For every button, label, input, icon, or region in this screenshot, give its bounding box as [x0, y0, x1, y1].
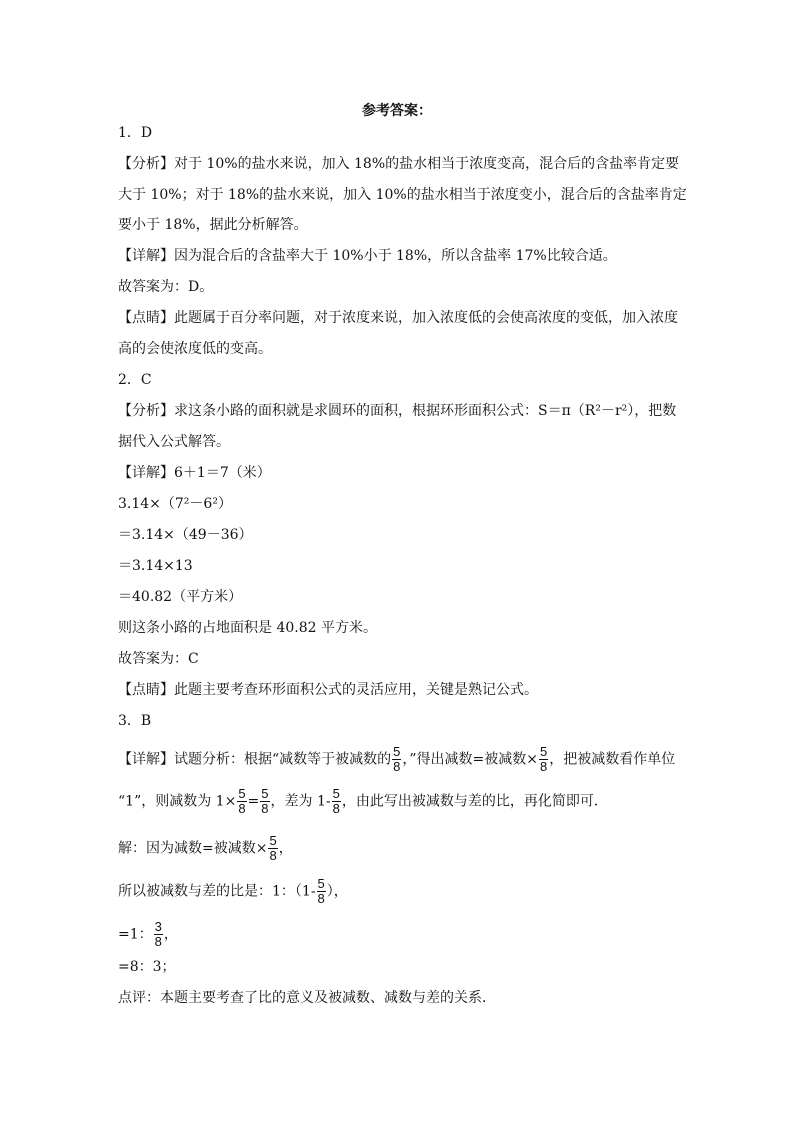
q2-number: 2．C: [118, 372, 152, 388]
q3-solution-line: [118, 834, 293, 863]
q3-l3-text-b: ，: [278, 840, 293, 857]
q3-l2-eq: =: [247, 793, 260, 810]
q3-l5-text-b: ，: [163, 926, 178, 943]
fraction-5-8: $\frac{5}{8}$: [332, 786, 340, 816]
q1-answer: 故答案为：D。: [118, 279, 214, 295]
q1-analysis-line-3: 要小于 18%，据此分析解答。: [118, 217, 308, 233]
q3-detail-line-1: [118, 745, 675, 774]
q2-answer: 故答案为：C: [118, 651, 199, 667]
q3-ratio-step-2: =8：3；: [118, 959, 176, 975]
q1-analysis-line-2: 大于 10%；对于 18%的盐水来说，加入 10%的盐水相当于浓度变小，混合后的含盐率肯定: [118, 187, 687, 203]
q2-step-2: ＝3.14×（49－36）: [118, 527, 253, 543]
q3-detail-line-2: [118, 787, 608, 816]
q2-step-5: 则这条小路的占地面积是 40.82 平方米。: [118, 620, 377, 636]
q3-comment: 点评：本题主要考查了比的意义及被减数、减数与差的关系．: [118, 990, 496, 1006]
fraction-5-8: $\frac{5}{8}$: [540, 744, 548, 774]
q1-detail: 【详解】因为混合后的含盐率大于 10%小于 18%，所以含盐率 17%比较合适。: [118, 248, 617, 264]
q1-comment-line-2: 高的会使浓度低的变高。: [118, 341, 272, 357]
q2-detail: 【详解】6＋1＝7（米）: [118, 465, 271, 481]
q1-number: 1．D: [118, 125, 153, 141]
q2-analysis-line-1: 【分析】求这条小路的面积就是求圆环的面积，根据环形面积公式：S＝π（R²－r²），把数: [118, 403, 677, 419]
q3-l3-text-a: 解：因为减数=被减数×: [118, 840, 268, 857]
q3-ratio-step-1: [118, 920, 178, 949]
q3-number: 3．B: [118, 713, 152, 729]
q3-l1-text-a: 【详解】试题分析：根据“减数等于被减数的: [118, 751, 392, 768]
q3-l5-text-a: =1：: [118, 926, 153, 943]
fraction-5-8: $\frac{5}{8}$: [317, 876, 325, 906]
q3-l4-text-a: 所以被减数与差的比是：1：（1-: [118, 883, 316, 900]
q3-l1-text-b: ，”得出减数=被减数×: [402, 751, 539, 768]
q3-l1-text-c: ，把被减数看作单位: [549, 751, 676, 768]
fraction-5-8: $\frac{5}{8}$: [393, 744, 401, 774]
q3-l4-text-b: ），: [326, 883, 348, 900]
q3-ratio-line: [118, 877, 348, 906]
q3-l2-text-a: “1”，则减数为 1×: [118, 793, 237, 810]
q3-l2-text-c: ，由此写出被减数与差的比，再化简即可．: [341, 793, 608, 810]
q2-step-1: 3.14×（7²－6²）: [118, 496, 232, 512]
fraction-3-8: $\frac{3}{8}$: [154, 919, 162, 949]
q1-comment-line-1: 【点睛】此题属于百分率问题，对于浓度来说，加入浓度低的会使高浓度的变低，加入浓度: [118, 310, 678, 326]
q1-analysis-line-1: 【分析】对于 10%的盐水来说，加入 18%的盐水相当于浓度变高，混合后的含盐率肯定要: [118, 156, 680, 172]
fraction-5-8: $\frac{5}{8}$: [269, 833, 277, 863]
page-title: 参考答案：: [362, 103, 432, 119]
fraction-5-8: $\frac{5}{8}$: [238, 786, 246, 816]
q2-comment: 【点睛】此题主要考查环形面积公式的灵活应用，关键是熟记公式。: [118, 682, 538, 698]
fraction-5-8: $\frac{5}{8}$: [261, 786, 269, 816]
q2-step-3: ＝3.14×13: [118, 558, 193, 574]
q3-l2-text-b: ，差为 1-: [270, 793, 331, 810]
q2-analysis-line-2: 据代入公式解答。: [118, 434, 230, 450]
q2-step-4: ＝40.82（平方米）: [118, 589, 243, 605]
